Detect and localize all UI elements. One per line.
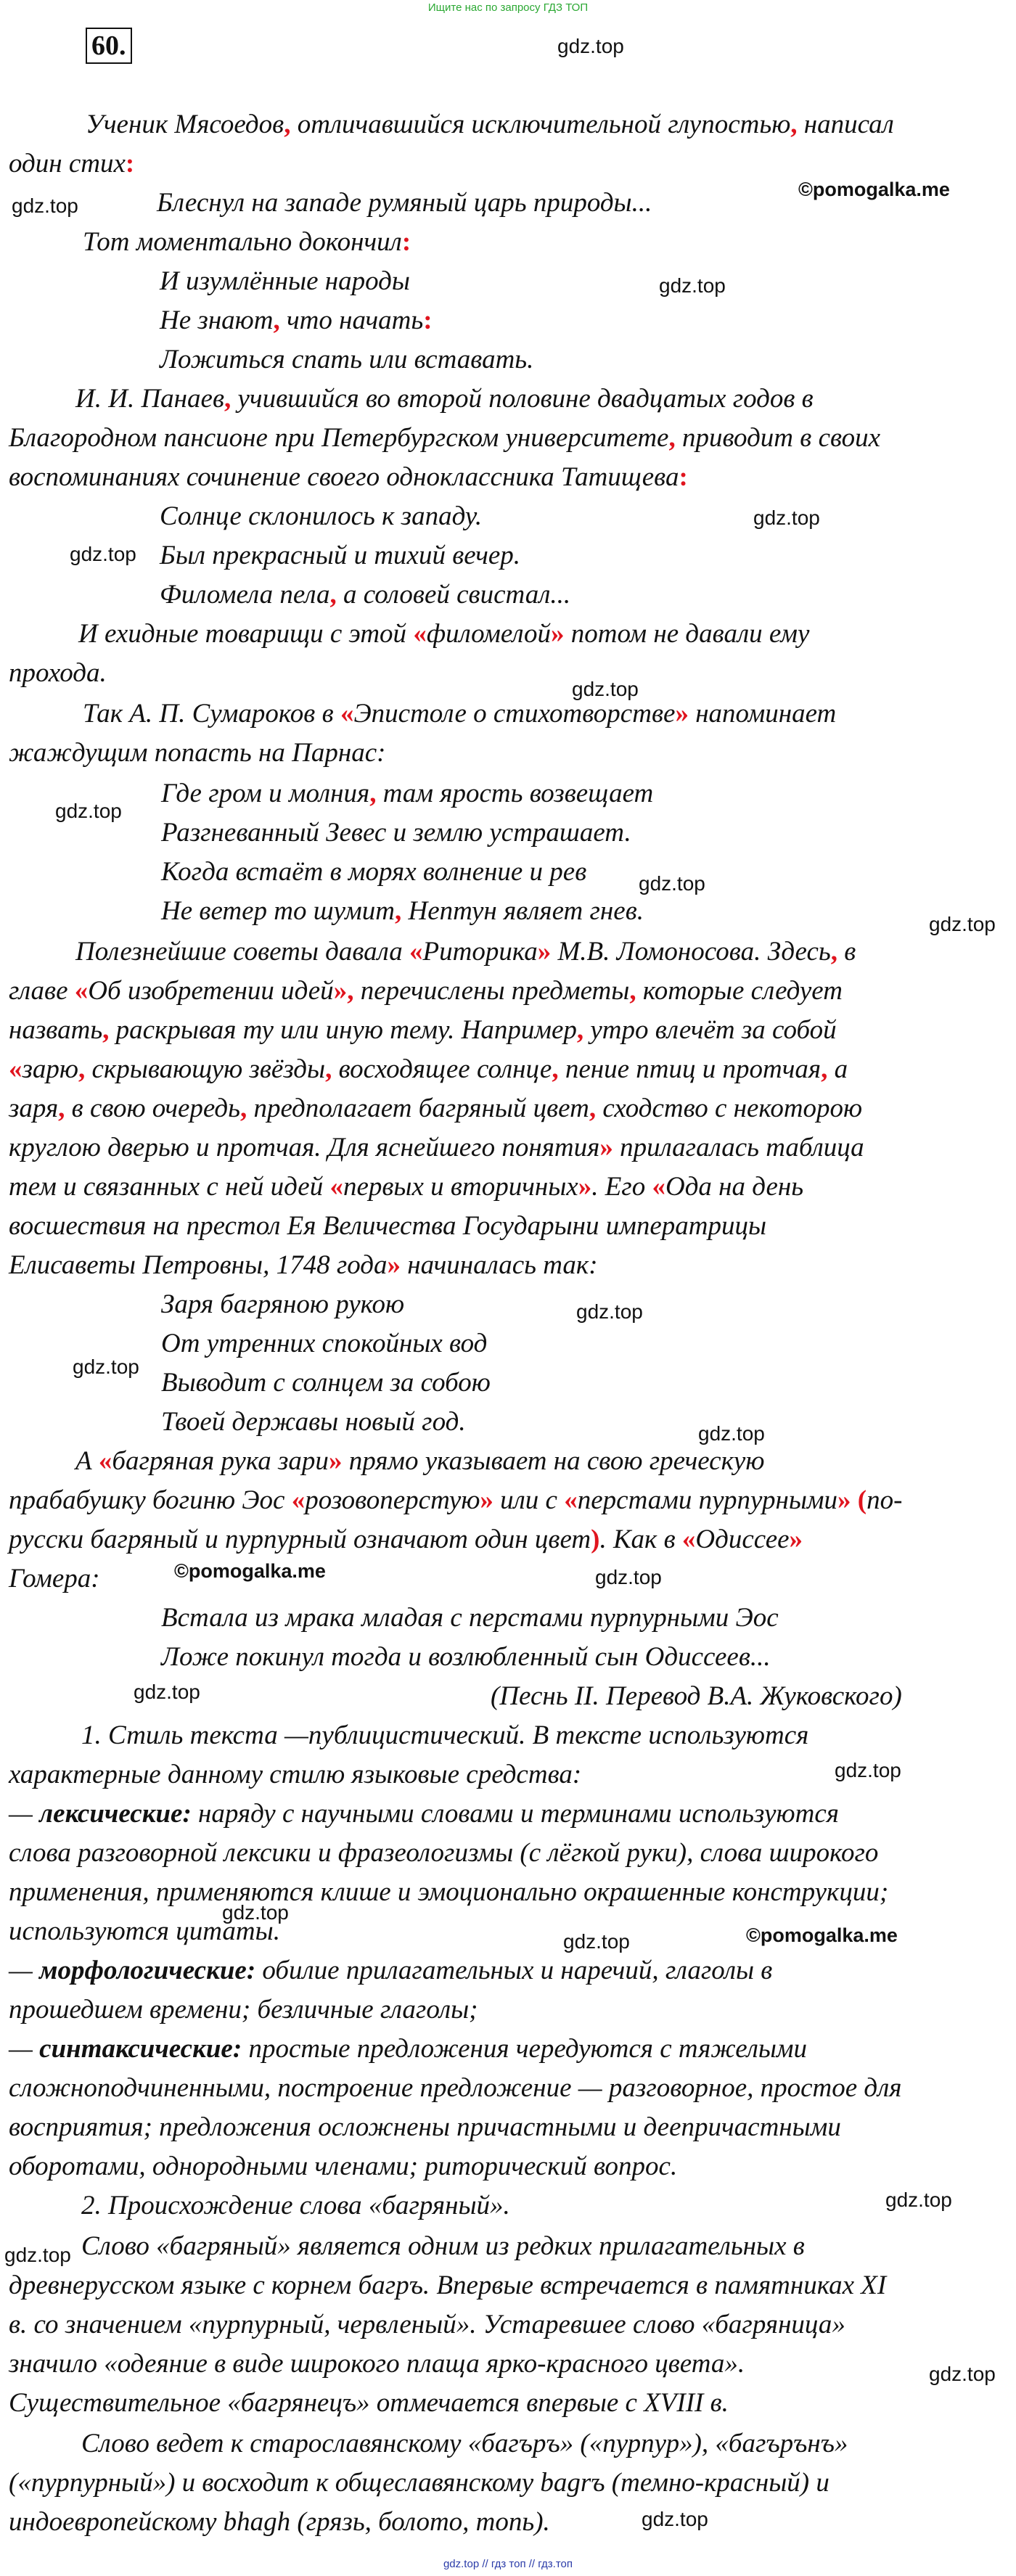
text-line: Выводит с солнцем за собою xyxy=(161,1368,491,1398)
text-line: («пурпурный») и восходит к общеславянскому bagrъ (темно-красный) и xyxy=(9,2468,829,2498)
text-line: Ученик Мясоедов, отличавшийся исключительной глупостью, написал xyxy=(86,110,894,139)
watermark: gdz.top xyxy=(698,1422,765,1445)
text-line: Заря багряною рукою xyxy=(161,1289,405,1319)
text-line: «зарю, скрывающую звёзды, восходящее солнце, пение птиц и протчая, а xyxy=(9,1054,848,1084)
text-line: Ложе покинул тогда и возлюбленный сын Одиссеев... xyxy=(161,1642,771,1672)
text-line: оборотами, однородными членами; риторический вопрос. xyxy=(9,2152,678,2181)
text-line: Слово ведет к старославянскому «багъръ» («пурпур»), «багърънъ» xyxy=(81,2429,848,2458)
text-line: — лексические: наряду с научными словами и терминами используются xyxy=(9,1799,839,1829)
text-line: Когда встаёт в морях волнение и рев xyxy=(161,857,587,887)
text-line: Был прекрасный и тихий вечер. xyxy=(160,541,521,570)
text-line: прабабушку богиню Эос «розовоперстую» или с «перстами пурпурными» (по- xyxy=(9,1485,903,1515)
text-line: Встала из мрака младая с перстами пурпурными Эос xyxy=(161,1603,779,1633)
text-line: Твоей державы новый год. xyxy=(161,1407,466,1437)
text-line: Слово «багряный» является одним из редких прилагательных в xyxy=(81,2231,805,2261)
text-line: Так А. П. Сумароков в «Эпистоле о стихотворстве» напоминает xyxy=(83,699,837,729)
watermark: gdz.top xyxy=(12,194,78,217)
text-line: круглою дверью и протчая. Для яснейшего понятия» прилагалась таблица xyxy=(9,1133,864,1162)
text-line: индоевропейскому bhagh (грязь, болото, топь). xyxy=(9,2507,550,2537)
watermark: gdz.top xyxy=(222,1901,289,1924)
text-line: слова разговорной лексики и фразеологизмы (с лёгкой руки), слова широкого xyxy=(9,1838,879,1868)
text-line: И. И. Панаев, учившийся во второй половине двадцатых годов в xyxy=(75,384,814,414)
text-line: И ехидные товарищи с этой «филомелой» потом не давали ему xyxy=(78,619,810,649)
text-line: заря, в свою очередь, предполагает багряный цвет, сходство с некоторою xyxy=(9,1094,863,1123)
text-line: Полезнейшие советы давала «Риторика» М.В. Ломоносова. Здесь, в xyxy=(75,937,856,967)
text-line: тем и связанных с ней идей «первых и вторичных». Его «Ода на день xyxy=(9,1172,804,1202)
text-line: русски багряный и пурпурный означают один цвет). Как в «Одиссее» xyxy=(9,1525,803,1554)
watermark: gdz.top xyxy=(835,1759,901,1781)
text-line: От утренних спокойных вод xyxy=(161,1329,488,1358)
watermark: gdz.top xyxy=(572,678,639,700)
watermark: gdz.top xyxy=(642,2508,708,2530)
text-line: Елисаветы Петровны, 1748 года» начиналась так: xyxy=(9,1250,598,1280)
watermark: gdz.top xyxy=(563,1930,630,1953)
watermark: gdz.top xyxy=(55,800,122,822)
text-line: восприятия; предложения осложнены причастными и деепричастными xyxy=(9,2112,841,2142)
text-line: Не знают, что начать: xyxy=(160,305,433,335)
text-line: в. со значением «пурпурный, червленый». Устаревшее слово «багряница» xyxy=(9,2310,845,2339)
text-line: Благородном пансионе при Петербургском университете, приводит в своих xyxy=(9,423,880,453)
text-line: А «багряная рука зари» прямо указывает на свою греческую xyxy=(75,1446,765,1476)
text-line: Где гром и молния, там ярость возвещает xyxy=(161,779,654,808)
text-line: древнерусском языке с корнем багръ. Впервые встречается в памятниках XI xyxy=(9,2271,887,2300)
text-line: сложноподчиненными, построение предложение — разговорное, простое для xyxy=(9,2073,902,2103)
text-line: 2. Происхождение слова «багряный». xyxy=(81,2191,510,2220)
watermark: gdz.top xyxy=(134,1681,200,1703)
watermark: gdz.top xyxy=(639,872,705,895)
text-line: Ложиться спать или вставать. xyxy=(160,345,534,374)
text-line: используются цитаты. xyxy=(9,1916,280,1946)
text-line: характерные данному стилю языковые средства: xyxy=(9,1760,582,1789)
top-banner: Ищите нас по запросу ГДЗ ТОП xyxy=(427,1,589,14)
text-line: Солнце склонилось к западу. xyxy=(160,501,483,531)
text-line: значило «одеяние в виде широкого плаща ярко-красного цвета». xyxy=(9,2349,745,2379)
watermark: ©pomogalka.me xyxy=(746,1924,898,1946)
text-line: жаждущим попасть на Парнас: xyxy=(9,738,386,768)
text-line: Блеснул на западе румяный царь природы... xyxy=(157,188,652,218)
text-line: прохода. xyxy=(9,658,107,688)
exercise-number: 60. xyxy=(86,28,132,64)
text-line: Филомела пела, а соловей свистал... xyxy=(160,580,571,610)
text-line: воспоминаниях сочинение своего одноклассника Татищева: xyxy=(9,462,688,492)
watermark: gdz.top xyxy=(4,2244,71,2266)
text-line: 1. Стиль текста —публицистический. В тексте используются xyxy=(81,1720,809,1750)
watermark: ©pomogalka.me xyxy=(798,179,950,200)
text-line: главе «Об изобретении идей», перечислены предметы, которые следует xyxy=(9,976,843,1006)
text-line: — морфологические: обилие прилагательных и наречий, глаголы в xyxy=(9,1956,773,1985)
watermark: gdz.top xyxy=(929,2363,996,2385)
watermark: gdz.top xyxy=(929,913,996,935)
text-line: Не ветер то шумит, Нептун являет гнев. xyxy=(161,896,644,926)
text-line: И изумлённые народы xyxy=(160,266,410,296)
text-line: применения, применяются клише и эмоционально окрашенные конструкции; xyxy=(9,1877,889,1907)
watermark: gdz.top xyxy=(70,543,136,565)
text-line: прошедшем времени; безличные глаголы; xyxy=(9,1995,478,2025)
watermark: gdz.top xyxy=(595,1566,662,1588)
text-line: (Песнь II. Перевод В.А. Жуковского) xyxy=(491,1681,902,1711)
watermark: gdz.top xyxy=(576,1300,643,1323)
watermark: gdz.top xyxy=(659,274,726,297)
watermark: gdz.top xyxy=(73,1355,139,1378)
watermark: gdz.top xyxy=(557,35,624,57)
text-line: Разгневанный Зевес и землю устрашает. xyxy=(161,818,631,848)
text-line: Гомера: xyxy=(9,1564,100,1593)
watermark: ©pomogalka.me xyxy=(174,1560,326,1582)
text-line: — синтаксические: простые предложения чередуются с тяжелыми xyxy=(9,2034,808,2064)
watermark: gdz.top xyxy=(753,506,820,529)
bottom-banner: gdz.top // гдз топ // гдз.топ xyxy=(443,2558,573,2570)
text-line: один стих: xyxy=(9,149,135,179)
watermark: gdz.top xyxy=(885,2189,952,2211)
text-line: назвать, раскрывая ту или иную тему. Например, утро влечёт за собой xyxy=(9,1015,837,1045)
text-line: Существительное «багрянецъ» отмечается впервые с XVIII в. xyxy=(9,2388,729,2418)
text-line: Тот моментально докончил: xyxy=(83,227,411,257)
text-line: восшествия на престол Ея Величества Государыни императрицы xyxy=(9,1211,767,1241)
